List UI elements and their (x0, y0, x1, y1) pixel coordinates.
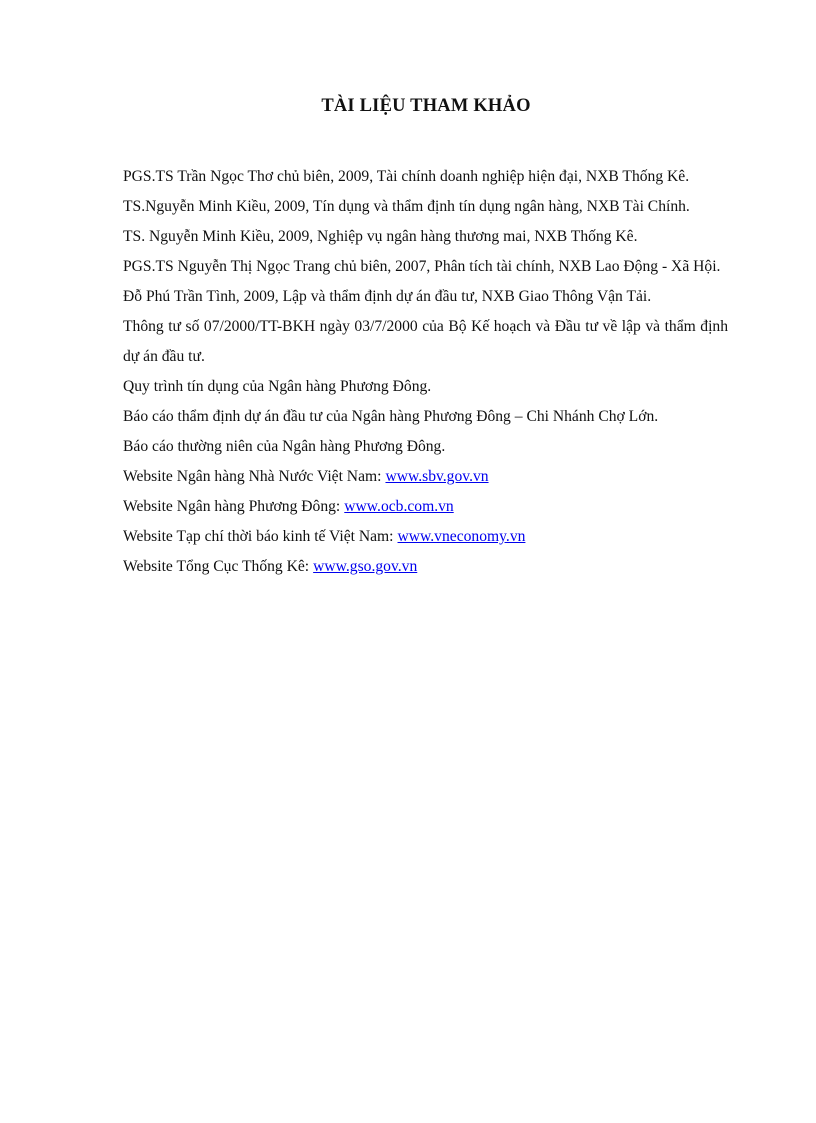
reference-item: TS.Nguyễn Minh Kiều, 2009, Tín dụng và thẩm định tín dụng ngân hàng, NXB Tài Chính. (123, 198, 690, 215)
website-link-gso[interactable]: www.gso.gov.vn (313, 558, 418, 575)
page-title: TÀI LIỆU THAM KHẢO (321, 96, 531, 116)
website-reference (123, 492, 728, 522)
website-label: Website Tổng Cục Thống Kê: (123, 558, 310, 575)
website-reference (123, 522, 728, 552)
website-link-vneconomy[interactable]: www.vneconomy.vn (397, 528, 526, 545)
reference-item: Báo cáo thường niên của Ngân hàng Phương Đông. (123, 438, 446, 455)
website-reference (123, 552, 728, 582)
website-link-ocb[interactable]: www.ocb.com.vn (344, 498, 454, 515)
website-label: Website Ngân hàng Nhà Nước Việt Nam: (123, 468, 382, 485)
reference-item: Thông tư số 07/2000/TT-BKH ngày 03/7/2000 của Bộ Kế hoạch và Đầu tư về lập và thẩm định dự án đầu tư. (123, 318, 728, 365)
reference-item: Đỗ Phú Trần Tình, 2009, Lập và thẩm định dự án đầu tư, NXB Giao Thông Vận Tải. (123, 288, 652, 305)
reference-item: TS. Nguyễn Minh Kiều, 2009, Nghiệp vụ ngân hàng thương mai, NXB Thống Kê. (123, 228, 638, 245)
reference-item: PGS.TS Nguyễn Thị Ngọc Trang chủ biên, 2007, Phân tích tài chính, NXB Lao Động - Xã Hội. (123, 258, 721, 275)
website-reference (123, 462, 728, 492)
website-link-sbv[interactable]: www.sbv.gov.vn (385, 468, 489, 485)
reference-item: PGS.TS Trần Ngọc Thơ chủ biên, 2009, Tài chính doanh nghiệp hiện đại, NXB Thống Kê. (123, 168, 690, 185)
website-label: Website Ngân hàng Phương Đông: (123, 498, 341, 515)
reference-item: Quy trình tín dụng của Ngân hàng Phương Đông. (123, 378, 432, 395)
reference-item: Báo cáo thẩm định dự án đầu tư của Ngân hàng Phương Đông – Chi Nhánh Chợ Lớn. (123, 408, 659, 425)
reference-list (123, 162, 728, 582)
website-label: Website Tạp chí thời báo kinh tế Việt Nam: (123, 528, 394, 545)
